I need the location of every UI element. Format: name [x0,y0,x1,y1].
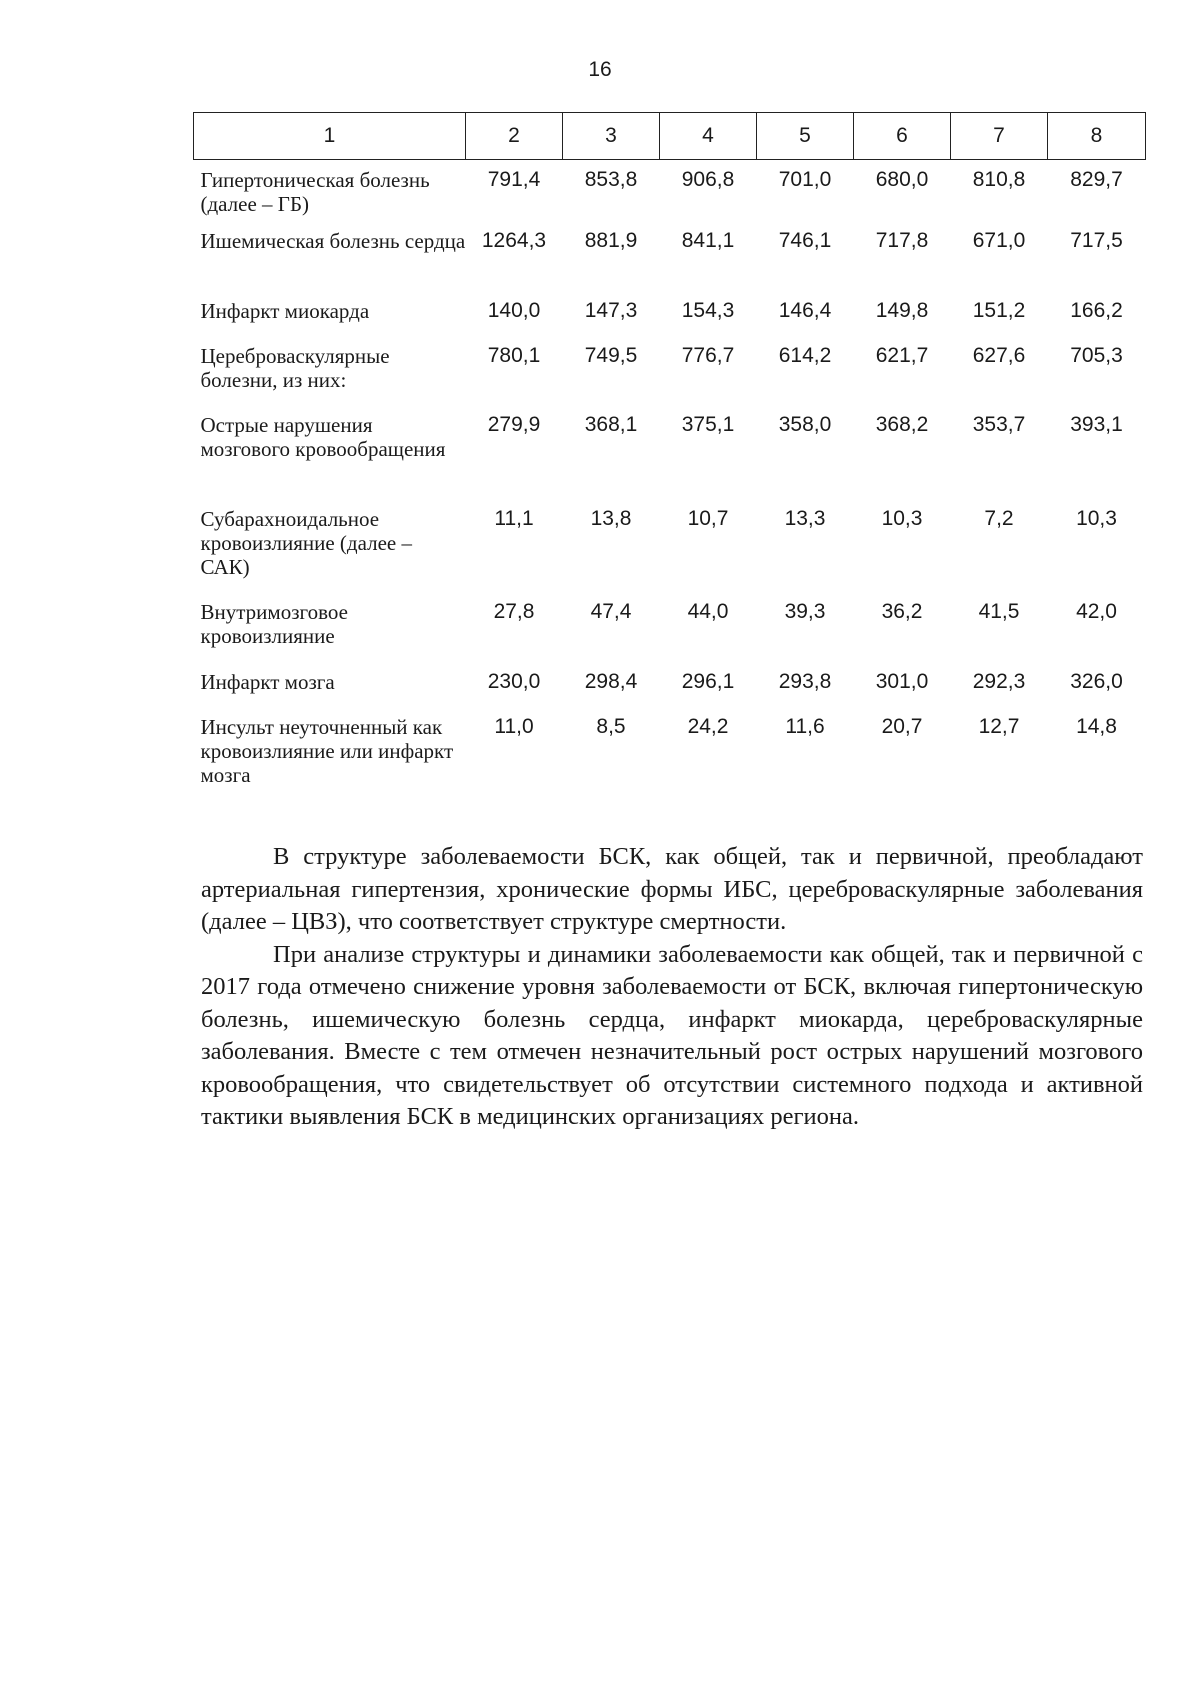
table-cell: 13,3 [784,507,826,530]
table-cell: 11,0 [494,715,534,738]
table-cell: 36,2 [881,600,923,623]
table-row [194,413,1146,507]
table-cell: 701,0 [778,168,832,191]
table-cell: 829,7 [1070,168,1123,191]
table-cell: 166,2 [1070,299,1123,322]
paragraph: При анализе структуры и динамики заболеваемости как общей, так и первичной с 2017 года отмечено снижение уровня заболеваемости от БСК, включая гипертоническую болезнь, ишемическую болезнь сердца, инфаркт миокарда, цереброваскулярные заболевания. Вместе с тем отмечен незначительный рост острых нарушений мозгового кровообращения, что свидетельствует об отсутствии системного подхода и активной тактики выявления БСК в медицинских организациях региона. [201,940,1143,1130]
table-cell: 279,9 [487,413,541,436]
table-header-cell: 1 [194,113,466,160]
body-text [201,841,1143,1134]
table-header-cell: 4 [660,113,757,160]
page-number: 16 [588,58,612,81]
table-cell: 10,3 [881,507,923,530]
row-label: Гипертоническая болезнь (далее – ГБ) [200,168,430,216]
table-cell: 621,7 [875,344,929,367]
table-cell: 368,1 [584,413,638,436]
table-cell: 298,4 [584,670,638,693]
table-row [194,715,1146,787]
table-cell: 12,7 [978,715,1020,738]
table-header-cell: 2 [466,113,563,160]
table-cell: 717,5 [1070,229,1123,252]
table-cell: 296,1 [681,670,735,693]
table-cell: 671,0 [972,229,1026,252]
table-row [194,600,1146,670]
table-header-cell: 8 [1048,113,1146,160]
table-cell: 42,0 [1076,600,1117,623]
table-cell: 14,8 [1076,715,1117,738]
table-cell: 20,7 [881,715,923,738]
table-cell: 326,0 [1070,670,1123,693]
table-cell: 810,8 [972,168,1026,191]
incidence-table [193,112,1146,787]
table-cell: 140,0 [487,299,541,322]
table-cell: 393,1 [1070,413,1123,436]
table-row [194,229,1146,299]
row-label: Субарахноидальное кровоизлияние (далее – САК) [200,507,412,579]
table-cell: 375,1 [681,413,735,436]
table-cell: 680,0 [875,168,929,191]
row-label: Инфаркт мозга [200,670,335,694]
table-cell: 353,7 [972,413,1026,436]
table-header-cell: 5 [757,113,854,160]
table-cell: 749,5 [584,344,638,367]
table-cell: 27,8 [493,600,535,623]
table-cell: 230,0 [487,670,541,693]
table-cell: 147,3 [584,299,638,322]
table-cell: 13,8 [590,507,632,530]
table-row [194,344,1146,413]
table-header-cell: 3 [563,113,660,160]
table-row [194,160,1146,230]
table-cell: 41,5 [978,600,1020,623]
table-cell: 853,8 [584,168,638,191]
row-label: Цереброваскулярные болезни, из них: [200,344,390,392]
table-cell: 791,4 [487,168,541,191]
table-cell: 47,4 [590,600,632,623]
table-header-cell: 7 [951,113,1048,160]
table-cell: 1264,3 [481,229,547,252]
table-cell: 24,2 [687,715,729,738]
table-row [194,299,1146,344]
table-cell: 881,9 [584,229,638,252]
table-row [194,507,1146,600]
table-cell: 293,8 [778,670,832,693]
table-cell: 358,0 [778,413,832,436]
row-label: Инфаркт миокарда [200,299,370,323]
table-header-row [194,113,1146,160]
row-label: Ишемическая болезнь сердца [200,229,466,253]
table-cell: 10,3 [1076,507,1117,530]
table-cell: 627,6 [972,344,1026,367]
table-cell: 776,7 [681,344,735,367]
table-cell: 44,0 [687,600,729,623]
table-cell: 368,2 [875,413,929,436]
table-cell: 717,8 [875,229,929,252]
row-label: Инсульт неуточненный как кровоизлияние или инфаркт мозга [200,715,454,787]
table-cell: 780,1 [487,344,541,367]
table-cell: 292,3 [972,670,1026,693]
row-label: Острые нарушения мозгового кровообращения [200,413,446,461]
table-cell: 151,2 [972,299,1026,322]
table-cell: 906,8 [681,168,735,191]
table-cell: 146,4 [778,299,832,322]
table-cell: 705,3 [1070,344,1123,367]
table-cell: 11,6 [785,715,825,738]
table-cell: 8,5 [596,715,626,738]
table-cell: 301,0 [875,670,929,693]
table-header-cell: 6 [854,113,951,160]
paragraph: В структуре заболеваемости БСК, как общей, так и первичной, преобладают артериальная гипертензия, хронические формы ИБС, цереброваскулярные заболевания (далее – ЦВЗ), что соответствует структуре смертности. [201,843,1143,935]
table-cell: 39,3 [784,600,826,623]
table-cell: 11,1 [494,507,534,530]
row-label: Внутримозговое кровоизлияние [200,600,348,648]
table-row [194,670,1146,715]
table-cell: 10,7 [687,507,729,530]
table-cell: 614,2 [778,344,832,367]
table-cell: 154,3 [681,299,735,322]
table-cell: 746,1 [778,229,832,252]
table-cell: 7,2 [984,507,1014,530]
table-cell: 841,1 [681,229,735,252]
table-cell: 149,8 [875,299,929,322]
